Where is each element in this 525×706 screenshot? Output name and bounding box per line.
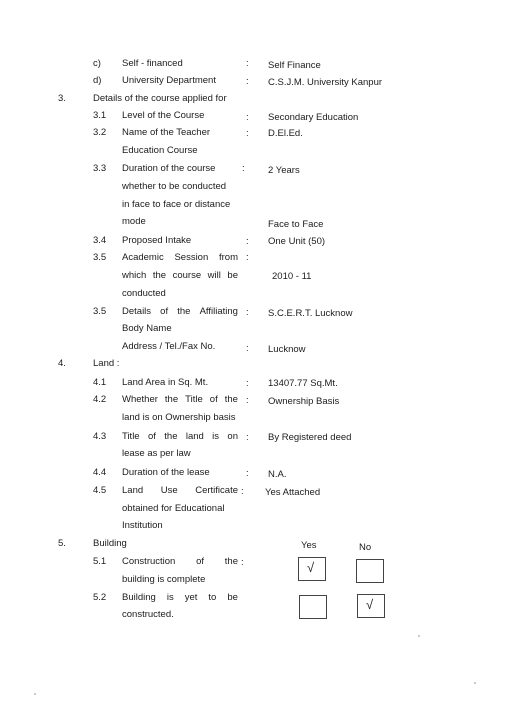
check-mark-icon: √ [366, 597, 374, 612]
label-word: which [122, 270, 147, 281]
item-c-value: Self Finance [268, 60, 321, 71]
label-word: Title [122, 431, 140, 442]
item-3-5-colon: : [246, 252, 249, 263]
item-5-2-label-line1 [122, 592, 238, 604]
item-3-5b-number: 3.5 [93, 306, 107, 317]
item-3-3-label-line2: whether to be conducted [122, 181, 227, 192]
item-3-2-value: D.El.Ed. [268, 128, 303, 139]
item-4-3-number: 4.3 [93, 431, 107, 442]
label-word: is [212, 431, 220, 442]
item-5-2-number: 5.2 [93, 592, 107, 603]
item-3-1-value: Secondary Education [268, 112, 359, 123]
item-3-5-number: 3.5 [93, 252, 107, 263]
item-3-5b-label-line1 [122, 306, 238, 318]
item-5-1-label-line2: building is complete [122, 574, 206, 585]
item-3-5-value: 2010 - 11 [272, 271, 312, 282]
item-3-5-label-line3: conducted [122, 288, 166, 299]
item-4-1-number: 4.1 [93, 377, 107, 388]
label-word: yet [184, 592, 198, 603]
section-5-number: 5. [58, 538, 66, 549]
item-d-colon: : [246, 76, 249, 87]
item-3-3-label-line3: in face to face or distance [122, 199, 231, 210]
item-3-4-colon: : [246, 236, 249, 247]
label-word: Land [122, 485, 144, 496]
item-4-3-colon: : [246, 432, 249, 443]
label-word: Construction [122, 556, 176, 567]
label-word: Title [185, 394, 203, 405]
label-word: the [177, 306, 191, 317]
label-word: the [224, 394, 238, 405]
label-word: be [227, 270, 238, 281]
label-word: of [147, 431, 156, 442]
section-4-title: Land : [93, 358, 120, 369]
label-word: of [196, 556, 205, 567]
item-4-4-colon: : [246, 468, 249, 479]
label-word: the [152, 270, 167, 281]
item-5-1-number: 5.1 [93, 556, 107, 567]
scan-speck [474, 682, 476, 684]
label-word: Academic [122, 252, 164, 263]
item-4-1-label: Land Area in Sq. Mt. [122, 377, 209, 388]
item-4-5-label-line1 [122, 485, 238, 497]
item-4-5-value: Yes Attached [265, 487, 321, 498]
item-4-2-number: 4.2 [93, 394, 107, 405]
item-3-5b-label-line2: Body Name [122, 323, 172, 334]
item-3-3-value-mode: Face to Face [268, 219, 324, 230]
item-5-2-label-line2: constructed. [122, 609, 174, 620]
item-3-3-number: 3.3 [93, 163, 107, 174]
item-3-4-label: Proposed Intake [122, 235, 192, 246]
item-c-number: c) [93, 58, 101, 69]
scan-speck [34, 693, 36, 695]
item-4-4-label: Duration of the lease [122, 467, 210, 478]
item-d-value: C.S.J.M. University Kanpur [268, 77, 383, 88]
item-3-3-label-line1: Duration of the course [122, 163, 216, 174]
item-4-1-colon: : [246, 378, 249, 389]
item-3-2-label-line2: Education Course [122, 145, 198, 156]
building-complete-no-checkbox[interactable] [356, 559, 384, 583]
no-column-header: No [359, 542, 372, 553]
yes-column-header: Yes [301, 540, 317, 551]
item-3-2-label-line1: Name of the Teacher [122, 127, 211, 138]
label-word: Affiliating [199, 306, 238, 317]
label-word: from [219, 252, 238, 263]
item-c-colon: : [246, 58, 249, 69]
building-complete-yes-checkbox[interactable] [298, 557, 326, 581]
section-5-title: Building [93, 538, 127, 549]
label-word: on [227, 431, 238, 442]
item-3-1-number: 3.1 [93, 110, 107, 121]
label-word: of [209, 394, 218, 405]
item-4-5-colon: : [241, 486, 244, 497]
item-d-number: d) [93, 75, 102, 86]
building-pending-no-checkbox[interactable] [357, 594, 385, 618]
item-3-3-label-line4: mode [122, 216, 146, 227]
item-5-1-colon: : [241, 557, 244, 568]
label-word: the [164, 394, 179, 405]
section-3-title: Details of the course applied for [93, 93, 227, 104]
label-word: Details [122, 306, 152, 317]
item-4-2-label-line2: land is on Ownership basis [122, 412, 236, 423]
label-word: will [207, 270, 221, 281]
item-3-1-colon: : [246, 112, 249, 123]
section-4-number: 4. [58, 358, 66, 369]
label-word: to [208, 592, 217, 603]
item-4-2-colon: : [246, 395, 249, 406]
item-4-5-number: 4.5 [93, 485, 107, 496]
label-word: Session [174, 252, 209, 263]
building-pending-yes-checkbox[interactable] [299, 595, 327, 619]
scan-speck [418, 635, 420, 637]
item-3-3-colon: : [242, 163, 245, 174]
item-4-1-value: 13407.77 Sq.Mt. [268, 378, 338, 389]
item-4-2-value: Ownership Basis [268, 396, 340, 407]
item-3-4-number: 3.4 [93, 235, 107, 246]
label-word: of [160, 306, 169, 317]
item-3-2-colon: : [246, 128, 249, 139]
item-4-4-number: 4.4 [93, 467, 107, 478]
label-word: Use [160, 485, 178, 496]
item-5-1-label-line1 [122, 556, 238, 568]
label-word: Building [122, 592, 156, 603]
item-3-5b-value: S.C.E.R.T. Lucknow [268, 308, 353, 319]
item-3-5b-colon-address: : [246, 343, 249, 354]
check-mark-icon: √ [307, 560, 315, 575]
label-word: Whether [122, 394, 158, 405]
item-4-5-label-line3: Institution [122, 520, 163, 531]
label-word: the [164, 431, 178, 442]
item-4-2-label-line1 [122, 394, 238, 406]
label-word: the [224, 556, 238, 567]
item-4-5-label-line2: obtained for Educational [122, 503, 225, 514]
label-word: is [166, 592, 174, 603]
label-word: Certificate [195, 485, 238, 496]
item-3-2-number: 3.2 [93, 127, 107, 138]
item-c-label: Self - financed [122, 58, 183, 69]
item-3-3-value: 2 Years [268, 165, 300, 176]
item-3-1-label: Level of the Course [122, 110, 205, 121]
item-3-4-value: One Unit (50) [268, 236, 326, 247]
item-4-3-label-line1 [122, 431, 238, 443]
label-word: be [227, 592, 238, 603]
item-3-5b-label-line3: Address / Tel./Fax No. [122, 341, 216, 352]
item-3-5-label-line1 [122, 252, 238, 264]
item-4-4-value: N.A. [268, 469, 287, 480]
label-word: course [172, 270, 202, 281]
item-4-3-label-line2: lease as per law [122, 448, 191, 459]
item-3-5b-value-address: Lucknow [268, 344, 306, 355]
item-3-5b-colon: : [246, 307, 249, 318]
item-4-3-value: By Registered deed [268, 432, 352, 443]
label-word: land [185, 431, 204, 442]
item-3-5-label-line2 [122, 270, 238, 282]
section-3-number: 3. [58, 93, 66, 104]
item-d-label: University Department [122, 75, 216, 86]
